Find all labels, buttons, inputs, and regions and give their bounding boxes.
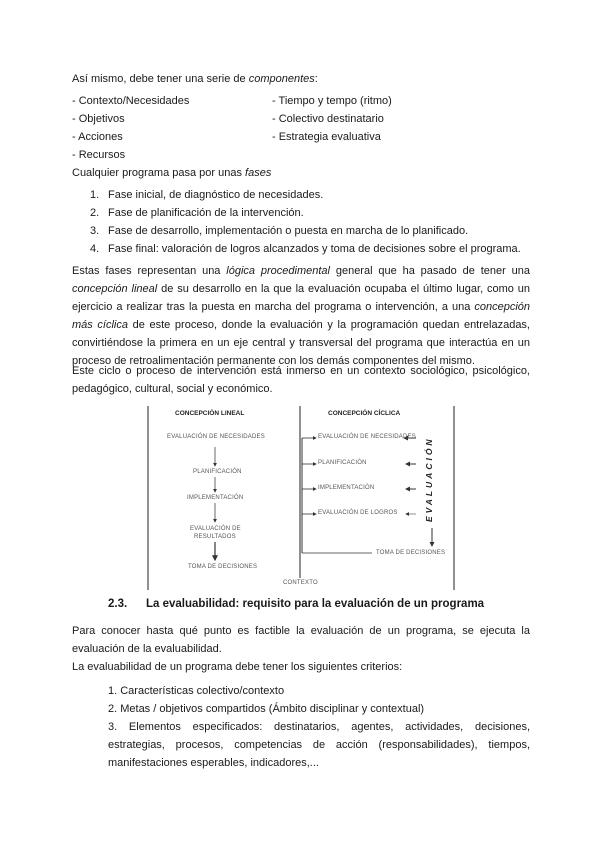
emphasis-run: concepción lineal [72, 283, 158, 295]
criteria-item: 1. Características colectivo/contexto [108, 685, 285, 697]
emphasis-run: lógica procedimental [226, 265, 330, 277]
component-item: - Contexto/Necesidades [72, 95, 190, 107]
cyclic-step: EVALUACIÓN DE LOGROS [318, 510, 398, 516]
component-item: - Acciones [72, 131, 123, 143]
paragraph-logic [72, 262, 530, 370]
phases-intro-text: Cualquier programa pasa por unas [72, 167, 246, 179]
linear-step: PLANIFICACIÓN [193, 469, 242, 475]
text-run: de este proceso, donde la evaluación y la programación quedan entrelazadas, convirtiéndose la primera en un eje central y transversal del programa que interactúa en un proceso de retroalimentación permanente con los demás componentes del mismo. [72, 319, 530, 367]
component-item: - Estrategia evaluativa [272, 131, 381, 143]
phase-text: Fase de planificación de la intervención. [108, 207, 304, 219]
linear-step: RESULTADOS [194, 534, 236, 540]
text-run: de su desarrollo en la que la evaluación ocupaba el último lugar, como un ejercicio a realizar tras la puesta en marcha del programa o intervención, a una [72, 283, 531, 313]
paragraph-criteria-intro: La evaluabilidad de un programa debe tener los siguientes criterios: [72, 661, 403, 673]
context-label: CONTEXTO [283, 580, 318, 586]
section-heading [108, 598, 484, 610]
phase-number: 3. [90, 225, 100, 237]
text-run: general que ha pasado de tener una [329, 265, 530, 277]
cyclic-final-step: TOMA DE DECISIONES [376, 550, 446, 556]
cyclic-title: CONCEPCIÓN CÍCLICA [328, 410, 401, 417]
component-item: - Colectivo destinatario [272, 113, 384, 125]
linear-step: TOMA DE DECISIONES [188, 564, 258, 570]
components-right-column [272, 92, 392, 146]
linear-title: CONCEPCIÓN LINEAL [175, 410, 245, 417]
phase-text: Fase final: valoración de logros alcanzados y toma de decisiones sobre el programa. [108, 243, 521, 255]
linear-step: IMPLEMENTACIÓN [187, 495, 244, 501]
phase-text: Fase de desarrollo, implementación o puesta en marcha de lo planificado. [108, 225, 469, 237]
phase-number: 2. [90, 207, 100, 219]
text-run: Estas fases representan una [72, 265, 227, 277]
component-item: - Objetivos [72, 113, 125, 125]
paragraph-context: Este ciclo o proceso de intervención está inmerso en un contexto sociológico, psicológico, pedagógico, cultural, social y económico. [72, 365, 530, 395]
phase-number: 1. [90, 189, 100, 201]
phase-number: 4. [90, 243, 100, 255]
cyclic-step: PLANIFICACIÓN [318, 460, 367, 466]
criteria-item: 2. Metas / objetivos compartidos (Ámbito disciplinar y contextual) [108, 703, 425, 715]
cyclic-step: EVALUACIÓN DE NECESIDADES [318, 434, 416, 440]
criteria-item: 3. Elementos especificados: destinatarios, agentes, actividades, decisiones, estrategias, procesos, competencias de acción (responsabilidades), tiempos, manifestaciones esperables, indicadores,... [108, 721, 530, 769]
components-left-column [72, 92, 189, 164]
phase-item [90, 186, 323, 204]
linear-step: EVALUACIÓN DE NECESIDADES [167, 434, 265, 440]
phase-item [90, 204, 304, 222]
phases-intro [72, 164, 530, 182]
emphasis-run: concepción más cíclica [72, 301, 530, 331]
phase-item [90, 240, 521, 258]
intro-emphasis: componentes [248, 73, 315, 85]
components-intro [72, 70, 530, 88]
intro-text: Así mismo, debe tener una serie de [72, 73, 249, 85]
section-title: La evaluabilidad: requisito para la evaluación de un programa [146, 598, 485, 610]
cyclic-step: IMPLEMENTACIÓN [318, 485, 375, 491]
phases-intro-emphasis: fases [245, 167, 272, 179]
evaluation-axis-label: EVALUACIÓN [424, 436, 434, 522]
intro-suffix: : [314, 73, 318, 85]
section-number: 2.3. [108, 598, 128, 610]
paragraph-evaluability: Para conocer hasta qué punto es factible la evaluación de un programa, se ejecuta la evaluación de la evaluabilidad. [72, 625, 530, 655]
phase-item [90, 222, 468, 240]
phase-text: Fase inicial, de diagnóstico de necesidades. [108, 189, 324, 201]
linear-step: EVALUACIÓN DE [190, 526, 241, 532]
component-item: - Tiempo y tempo (ritmo) [272, 95, 392, 107]
component-item: - Recursos [72, 149, 126, 161]
program-cycle-diagram [140, 400, 470, 590]
